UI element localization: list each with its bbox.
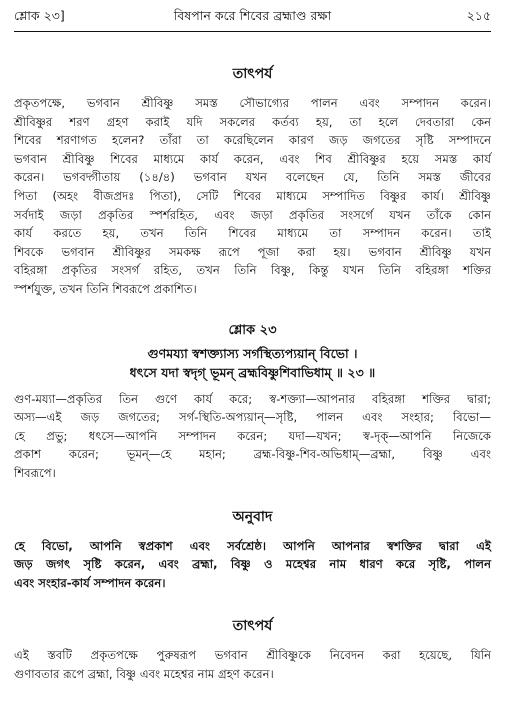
text-line: শিবরূপে। xyxy=(14,465,56,480)
translation-paragraph xyxy=(14,537,491,593)
header-rule xyxy=(14,31,491,32)
text-line: হে বিভো, আপনি স্বপ্রকাশ এবং সর্বশ্রেষ্ঠ। আপনি আপনার স্বশক্তির দ্বারা এই xyxy=(14,538,491,553)
text-line: শ্রীবিষ্ণুর শরণ গ্রহণ করাই যদি সকলের কর্তব্য হয়, তা হলে দেবতারা কেন xyxy=(14,114,491,129)
text-line: এই স্তবটি প্রকৃতপক্ষে পুরুষরূপ ভগবান শ্রীবিষ্ণুকে নিবেদন করা হয়েছে, যিনি xyxy=(14,648,491,663)
text-line: স্পর্শযুক্ত, তখন তিনি শিবরূপে প্রকাশিত। xyxy=(14,281,197,296)
text-line: জড় জগৎ সৃষ্টি করেন, এবং ব্রহ্মা, বিষ্ণু ও মহেশ্বর নাম ধারণ করে সৃষ্টি, পালন xyxy=(14,557,491,572)
text-line: শিবকে ভগবান শ্রীবিষ্ণুর সমকক্ষ রূপে পূজা করা হয়। ভগবান শ্রীবিষ্ণু যখন xyxy=(14,244,491,259)
text-line: সর্বদাই জড়া প্রকৃতির স্পর্শরহিত, এবং জড়া প্রকৃতির সংসর্গে যখন তাঁকে কোন xyxy=(14,207,491,222)
header-verse-ref: শ্লোক ২৩] xyxy=(14,8,65,23)
text-line: গুণময্যা স্বশক্ত্যাস্য সর্গস্থিত্যপ্যয়ান্ বিভো । xyxy=(147,345,358,361)
running-header xyxy=(14,8,491,30)
text-line: শিবের শরণাগত হলেন? তাঁরা তা করেছিলেন কারণ জড় জগতের সৃষ্টি সম্পাদনে xyxy=(14,133,491,148)
page-body xyxy=(14,38,491,683)
text-line: গুণ-ময্যা—প্রকৃতির তিন গুণে কার্য করে; স্ব-শক্ত্যা—আপনার বহিরঙ্গা শক্তির দ্বারা; xyxy=(14,391,491,406)
text-line: করেন। ভগবদ্গীতায় (১৪/৪) ভগবান যখন বলেছেন যে, তিনি সমস্ত জীবের xyxy=(14,170,491,185)
text-line: ভগবান শ্রীবিষ্ণু শিবের মাধ্যমে কার্য করেন, এবং শিব শ্রীবিষ্ণুর হয়ে সমস্ত কার্য xyxy=(14,151,491,166)
text-line: প্রকাশ করেন; ভূমন্—হে মহান; ব্রহ্ম-বিষ্ণু-শিব-অভিধাম্—ব্রহ্মা, বিষ্ণু এবং xyxy=(14,447,491,462)
text-line: ধৎসে যদা স্বদৃগ্ ভূমন্ ব্রহ্মবিষ্ণুশিবাভিধাম্ ॥ ২৩ ॥ xyxy=(129,364,376,380)
sanskrit-verse xyxy=(14,344,491,382)
text-line: পিতা (অহং বীজপ্রদঃ পিতা), সেটি শিবের মাধ্যমে সম্পাদিত বিষ্ণুর কার্য। শ্রীবিষ্ণু xyxy=(14,188,491,203)
text-line: প্রকৃতপক্ষে, ভগবান শ্রীবিষ্ণু সমস্ত সৌভাগ্যের পালন এবং সম্পাদন করেন। xyxy=(14,96,491,110)
page-number: ২১৫ xyxy=(466,8,491,23)
text-line: গুণাবতার রূপে ব্রহ্মা, বিষ্ণু এবং মহেশ্বর নাম গ্রহণ করেন। xyxy=(14,666,274,681)
text-line: হে প্রভু; ধৎসে—আপনি সম্পাদন করেন; যদা—যখন; স্ব-দৃক্—আপনি নিজেকে xyxy=(14,428,491,443)
header-chapter-title: বিষপান করে শিবের ব্রহ্মাণ্ড রক্ষা xyxy=(173,8,332,23)
verse-title: শ্লোক ২৩ xyxy=(228,322,277,338)
text-line: বহিরঙ্গা প্রকৃতির সংসর্গ রহিত, তখন তিনি বিষ্ণু, কিন্তু যখন তিনি বহিরঙ্গা শক্তির xyxy=(14,263,491,278)
translation-heading: অনুবাদ xyxy=(232,508,273,525)
synonyms-paragraph xyxy=(14,390,491,483)
text-line: অস্য—এই জড় জগতের; সর্গ-স্থিতি-অপ্যয়ান্—সৃষ্টি, পালন এবং সংহার; বিভো— xyxy=(14,410,491,425)
purport-heading-1: তাৎপর্য xyxy=(232,66,273,82)
purport-paragraph-2 xyxy=(14,646,491,683)
purport-heading-2: তাৎপর্য xyxy=(232,618,273,635)
text-line: এবং সংহার-কার্য সম্পাদন করেন। xyxy=(14,575,166,590)
purport-paragraph-1 xyxy=(14,94,491,299)
text-line: কার্য করতে হয়, তখন তিনি শিবের মাধ্যমে তা সম্পাদন করেন। তাই xyxy=(14,226,491,241)
